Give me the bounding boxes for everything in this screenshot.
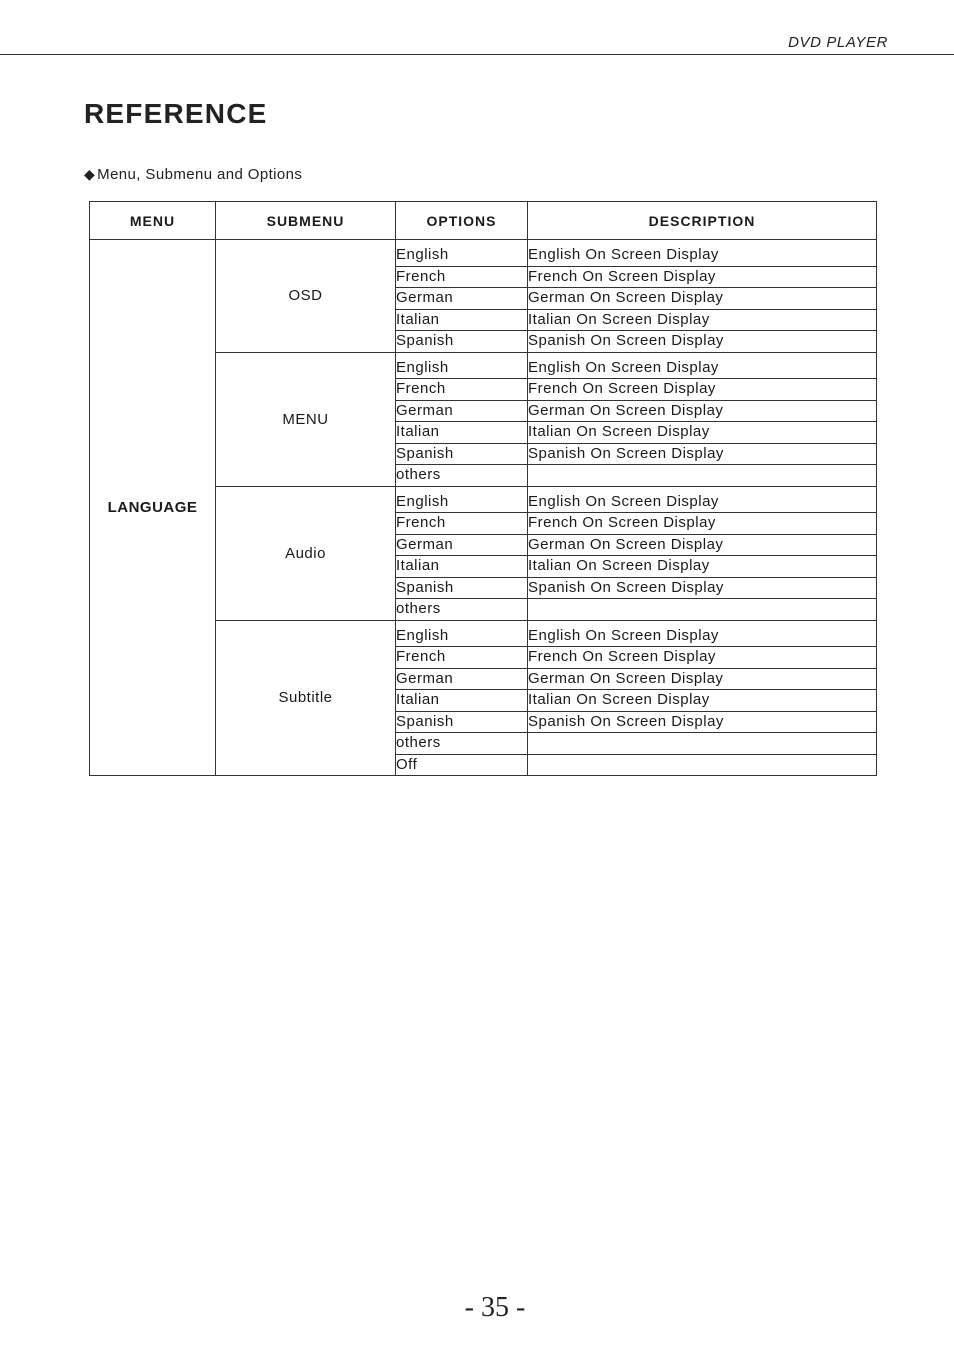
option-cell: Spanish — [396, 577, 528, 599]
option-cell: English — [396, 352, 528, 379]
description-cell: Italian On Screen Display — [528, 690, 877, 712]
option-cell: others — [396, 599, 528, 621]
description-cell — [528, 733, 877, 755]
description-cell: English On Screen Display — [528, 240, 877, 267]
page-title: REFERENCE — [84, 98, 268, 129]
description-cell: English On Screen Display — [528, 620, 877, 647]
submenu-cell: Subtitle — [216, 620, 396, 776]
option-cell: German — [396, 288, 528, 310]
option-cell: French — [396, 266, 528, 288]
description-cell: German On Screen Display — [528, 534, 877, 556]
option-cell: Italian — [396, 556, 528, 578]
option-cell: Spanish — [396, 331, 528, 353]
description-cell: Spanish On Screen Display — [528, 711, 877, 733]
description-cell: German On Screen Display — [528, 400, 877, 422]
description-cell: English On Screen Display — [528, 486, 877, 513]
description-cell: Italian On Screen Display — [528, 422, 877, 444]
table-row — [90, 240, 877, 267]
description-cell: Italian On Screen Display — [528, 309, 877, 331]
option-cell: German — [396, 668, 528, 690]
option-cell: others — [396, 465, 528, 487]
column-header-submenu: SUBMENU — [216, 202, 396, 240]
description-cell: Spanish On Screen Display — [528, 331, 877, 353]
option-cell: Spanish — [396, 711, 528, 733]
header-product-label: DVD PLAYER — [788, 34, 888, 51]
section-heading-text: Menu, Submenu and Options — [97, 166, 303, 183]
page-number: - 35 - — [464, 1292, 526, 1323]
option-cell: Off — [396, 754, 528, 776]
menu-cell-language: LANGUAGE — [90, 240, 216, 776]
description-cell: French On Screen Display — [528, 379, 877, 401]
option-cell: French — [396, 513, 528, 535]
option-cell: French — [396, 379, 528, 401]
description-cell: Spanish On Screen Display — [528, 577, 877, 599]
option-cell: Italian — [396, 422, 528, 444]
column-header-description: DESCRIPTION — [528, 202, 877, 240]
header-divider — [0, 54, 954, 55]
description-cell — [528, 754, 877, 776]
column-header-options: OPTIONS — [396, 202, 528, 240]
option-cell: Spanish — [396, 443, 528, 465]
description-cell: French On Screen Display — [528, 513, 877, 535]
option-cell: English — [396, 240, 528, 267]
table-body — [90, 240, 877, 776]
option-cell: Italian — [396, 690, 528, 712]
description-cell: Spanish On Screen Display — [528, 443, 877, 465]
description-cell: German On Screen Display — [528, 668, 877, 690]
section-heading — [84, 166, 302, 183]
submenu-cell: MENU — [216, 352, 396, 486]
table-header-row — [90, 202, 877, 240]
option-cell: English — [396, 486, 528, 513]
option-cell: Italian — [396, 309, 528, 331]
description-cell — [528, 599, 877, 621]
option-cell: others — [396, 733, 528, 755]
column-header-menu: MENU — [90, 202, 216, 240]
submenu-cell: Audio — [216, 486, 396, 620]
description-cell — [528, 465, 877, 487]
submenu-cell: OSD — [216, 240, 396, 353]
reference-table — [89, 201, 877, 776]
option-cell: English — [396, 620, 528, 647]
description-cell: French On Screen Display — [528, 647, 877, 669]
diamond-bullet-icon: ◆ — [84, 166, 96, 182]
option-cell: German — [396, 534, 528, 556]
description-cell: Italian On Screen Display — [528, 556, 877, 578]
option-cell: German — [396, 400, 528, 422]
description-cell: French On Screen Display — [528, 266, 877, 288]
description-cell: German On Screen Display — [528, 288, 877, 310]
option-cell: French — [396, 647, 528, 669]
description-cell: English On Screen Display — [528, 352, 877, 379]
